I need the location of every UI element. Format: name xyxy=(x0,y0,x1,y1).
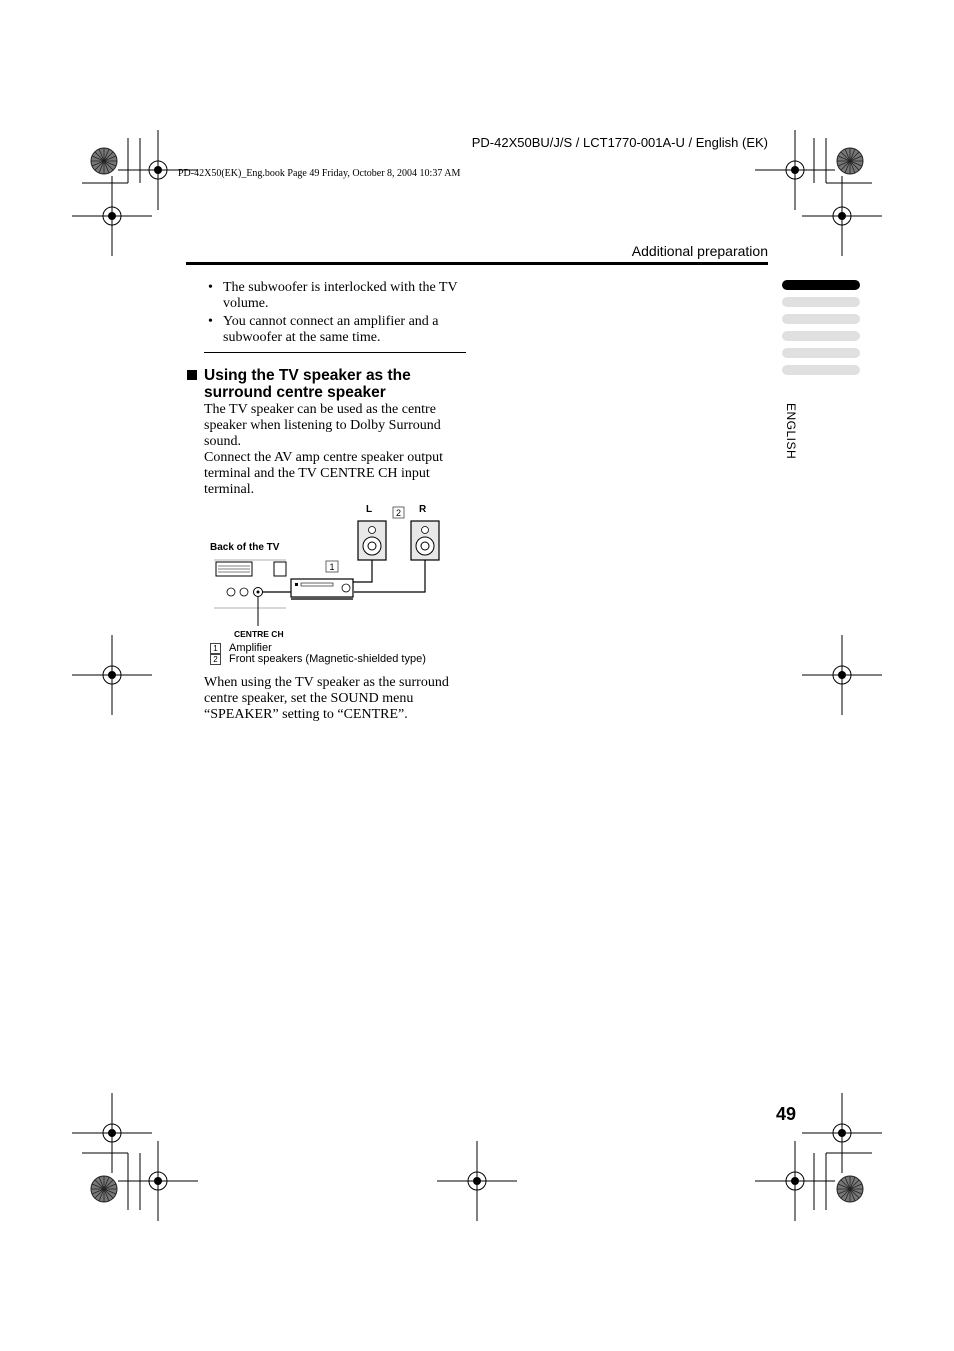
header-rule xyxy=(186,262,768,265)
tv-back-panel xyxy=(214,560,286,608)
chapter-tab-active xyxy=(782,280,860,290)
intro-paragraph: The TV speaker can be used as the centre speaker when listening to Dolby Surround sound. xyxy=(204,402,441,449)
note-item: • You cannot connect an amplifier and a subwoofer at the same time. xyxy=(204,314,466,346)
intro-paragraph: Connect the AV amp centre speaker output terminal and the TV CENTRE CH input terminal. xyxy=(204,450,443,497)
amplifier-icon xyxy=(291,579,353,600)
legend-number: 1 xyxy=(210,643,221,654)
intro-text xyxy=(204,402,466,498)
connection-diagram xyxy=(204,498,466,643)
chapter-tabs xyxy=(782,280,860,382)
chapter-tab xyxy=(782,314,860,324)
left-speaker-icon xyxy=(358,521,386,560)
notes-rule xyxy=(204,352,466,353)
legend-number: 2 xyxy=(210,654,221,665)
legend-label: Amplifier xyxy=(229,642,272,654)
closing-paragraph: When using the TV speaker as the surround centre speaker, set the SOUND menu “SPEAKER” setting to “CENTRE”. xyxy=(204,675,449,722)
back-of-tv-label: Back of the TV xyxy=(210,542,280,553)
chapter-tab xyxy=(782,297,860,307)
right-speaker-label: R xyxy=(419,504,427,515)
callout-1: 1 xyxy=(329,562,335,572)
closing-text xyxy=(204,675,466,723)
note-item: • The subwoofer is interlocked with the TV volume. xyxy=(204,280,466,312)
page-number: 49 xyxy=(775,1104,796,1124)
book-info-line: PD-42X50(EK)_Eng.book Page 49 Friday, October 8, 2004 10:37 AM xyxy=(178,168,461,179)
chapter-tab xyxy=(782,331,860,341)
language-label: ENGLISH xyxy=(784,403,798,460)
section-heading-text: Using the TV speaker as the surround centre speaker xyxy=(204,367,411,401)
notes-list xyxy=(204,280,466,348)
left-speaker-label: L xyxy=(366,504,373,515)
chapter-tab xyxy=(782,348,860,358)
square-bullet-icon xyxy=(187,370,197,380)
callout-2: 2 xyxy=(395,508,402,518)
right-speaker-icon xyxy=(411,521,439,560)
legend-label: Front speakers (Magnetic-shielded type) xyxy=(229,653,426,665)
document-id: PD-42X50BU/J/S / LCT1770-001A-U / English (EK) xyxy=(471,135,768,150)
section-header: Additional preparation xyxy=(631,243,768,259)
centre-ch-label: CENTRE CH xyxy=(234,629,284,639)
section-heading xyxy=(187,367,477,401)
chapter-tab xyxy=(782,365,860,375)
